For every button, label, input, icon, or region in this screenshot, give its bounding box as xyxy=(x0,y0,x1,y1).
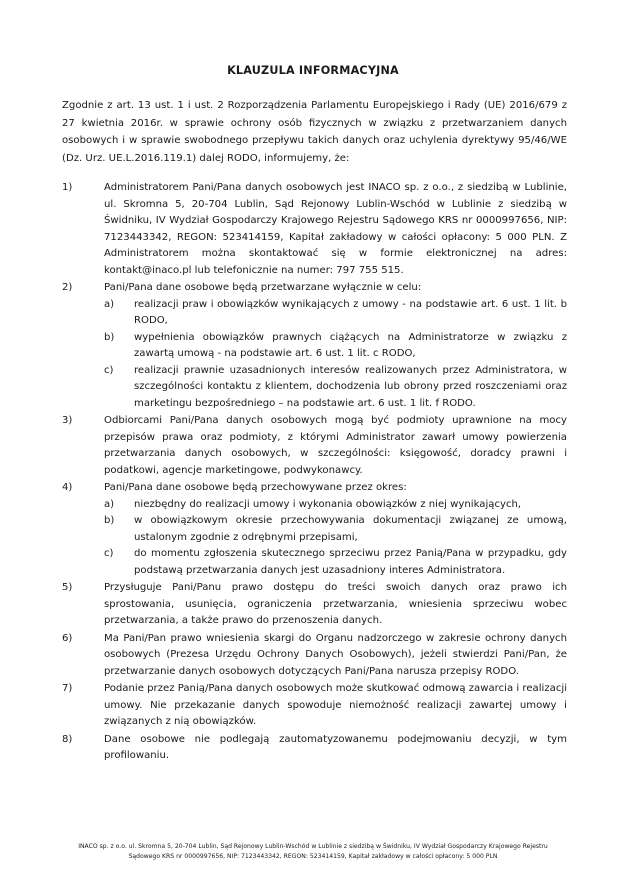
clause-subitem xyxy=(104,363,567,413)
clause-subitem xyxy=(104,497,567,514)
clause-text: Podanie przez Panią/Pana danych osobowych może skutkować odmową zawarcia i realizacji umowy. Nie przekazanie danych spowoduje niemożność realizacji zawartej umowy i związanych z nią obowiązków. xyxy=(104,683,567,727)
clause-item xyxy=(62,580,567,630)
subitem-text: do momentu zgłoszenia skutecznego sprzeciwu przez Panią/Pana w przypadku, gdy podstawą przetwarzania danych jest uzasadniony interes Administratora. xyxy=(134,548,567,576)
clause-number: 6) xyxy=(62,632,73,644)
clause-text: Administratorem Pani/Pana danych osobowych jest INACO sp. z o.o., z siedzibą w Lublinie, ul. Skromna 5, 20-704 Lublin, Sąd Rejonowy Lublin-Wschód w Lublinie z siedzibą w Świdniku, IV Wydział Gospodarczy Krajowego Rejestru Sądowego KRS nr 0000997656, NIP: 7123443342, REGON: 523414159, Kapitał zakładowy w całości opłacony: 5 000 PLN. Z Administratorem można skontaktować się w formie elektronicznej na adres: kontakt@inaco.pl lub telefonicznie na numer: 797 755 515. xyxy=(104,182,567,276)
clause-text: Pani/Pana dane osobowe będą przetwarzane wyłącznie w celu: xyxy=(104,282,422,293)
subitem-letter: c) xyxy=(104,548,114,559)
clause-text: Odbiorcami Pani/Pana danych osobowych mogą być podmioty uprawnione na mocy przepisów prawa oraz podmioty, z którymi Administrator zawarł umowy powierzenia przetwarzania danych osobowych, w szczególności: księgowość, doradcy prawni i podatkowi, agencje marketingowe, podwykonawcy. xyxy=(104,415,567,476)
subitem-letter: b) xyxy=(104,515,115,526)
clause-number: 5) xyxy=(62,582,73,593)
clause-number: 2) xyxy=(62,282,73,293)
clause-list xyxy=(62,180,567,766)
clause-text: Ma Pani/Pan prawo wniesienia skargi do Organu nadzorczego w zakresie ochrony danych osobowych (Prezesa Urzędu Ochrony Danych Osobowych), jeżeli stwierdzi Pani/Pan, że przetwarzanie danych osobowych dotyczących Pani/Pana narusza przepisy RODO. xyxy=(104,632,567,677)
footer-line-1: INACO sp. z o.o. ul. Skromna 5, 20-704 Lublin, Sąd Rejonowy Lublin-Wschód w Lublinie z siedzibą w Świdniku, IV Wydział Gospodarczy Krajowego Rejestru xyxy=(78,843,548,850)
intro-paragraph: Zgodnie z art. 13 ust. 1 i ust. 2 Rozporządzenia Parlamentu Europejskiego i Rady (UE) 2016/679 z 27 kwietnia 2016r. w sprawie ochrony osób fizycznych w związku z przetwarzaniem danych osobowych i w sprawie swobodnego przepływu takich danych oraz uchylenia dyrektywy 95/46/WE (Dz. Urz. UE.L.2016.119.1) dalej RODO, informujemy, że: xyxy=(62,100,567,164)
footer xyxy=(40,842,586,862)
subitem-text: w obowiązkowym okresie przechowywania dokumentacji związanej ze umową, ustalonym zgodnie z odrębnymi przepisami, xyxy=(134,515,567,543)
clause-item xyxy=(62,480,567,579)
subitem-text: niezbędny do realizacji umowy i wykonania obowiązków z niej wynikających, xyxy=(134,498,522,510)
clause-subitem xyxy=(104,297,567,330)
clause-sublist xyxy=(104,297,567,413)
clause-text: Dane osobowe nie podlegają zautomatyzowanemu podejmowaniu decyzji, w tym profilowaniu. xyxy=(104,733,567,761)
clause-number: 4) xyxy=(62,482,73,493)
clause-sublist xyxy=(104,497,567,580)
subitem-letter: c) xyxy=(104,364,114,376)
document-title: KLAUZULA INFORMACYJNA xyxy=(227,64,399,77)
clause-item xyxy=(62,413,567,479)
clause-number: 8) xyxy=(62,733,73,745)
clause-item xyxy=(62,180,567,279)
footer-line-2: Sądowego KRS nr 0000997656, NIP: 7123443342, REGON: 523414159, Kapitał zakładowy w całości opłacony: 5 000 PLN xyxy=(128,853,498,860)
clause-number: 3) xyxy=(62,415,73,426)
subitem-text: realizacji prawnie uzasadnionych interesów realizowanych przez Administratora, w szczególności kontaktu z klientem, dochodzenia lub obrony przed roszczeniami oraz marketingu bezpośredniego – na podstawie art. 6 ust. 1 lit. f RODO. xyxy=(134,364,567,409)
clause-subitem xyxy=(104,330,567,363)
clause-subitem xyxy=(104,513,567,546)
subitem-letter: a) xyxy=(104,298,115,310)
subitem-letter: b) xyxy=(104,331,115,343)
clause-number: 7) xyxy=(62,683,73,694)
subitem-letter: a) xyxy=(104,498,115,510)
clause-item xyxy=(62,631,567,681)
clause-number: 1) xyxy=(62,182,73,193)
clause-text: Przysługuje Pani/Panu prawo dostępu do treści swoich danych oraz prawo ich sprostowania, usunięcia, ograniczenia przetwarzania, wniesienia sprzeciwu wobec przetwarzania, a także prawo do przenoszenia danych. xyxy=(104,582,567,626)
subitem-text: realizacji praw i obowiązków wynikających z umowy - na podstawie art. 6 ust. 1 lit. b RODO, xyxy=(134,298,567,326)
subitem-text: wypełnienia obowiązków prawnych ciążących na Administratorze w związku z zawartą umową - na podstawie art. 6 ust. 1 lit. c RODO, xyxy=(134,331,567,359)
clause-item xyxy=(62,681,567,731)
clause-text: Pani/Pana dane osobowe będą przechowywane przez okres: xyxy=(104,482,407,493)
clause-item xyxy=(62,280,567,412)
clause-item xyxy=(62,732,567,765)
clause-subitem xyxy=(104,546,567,579)
